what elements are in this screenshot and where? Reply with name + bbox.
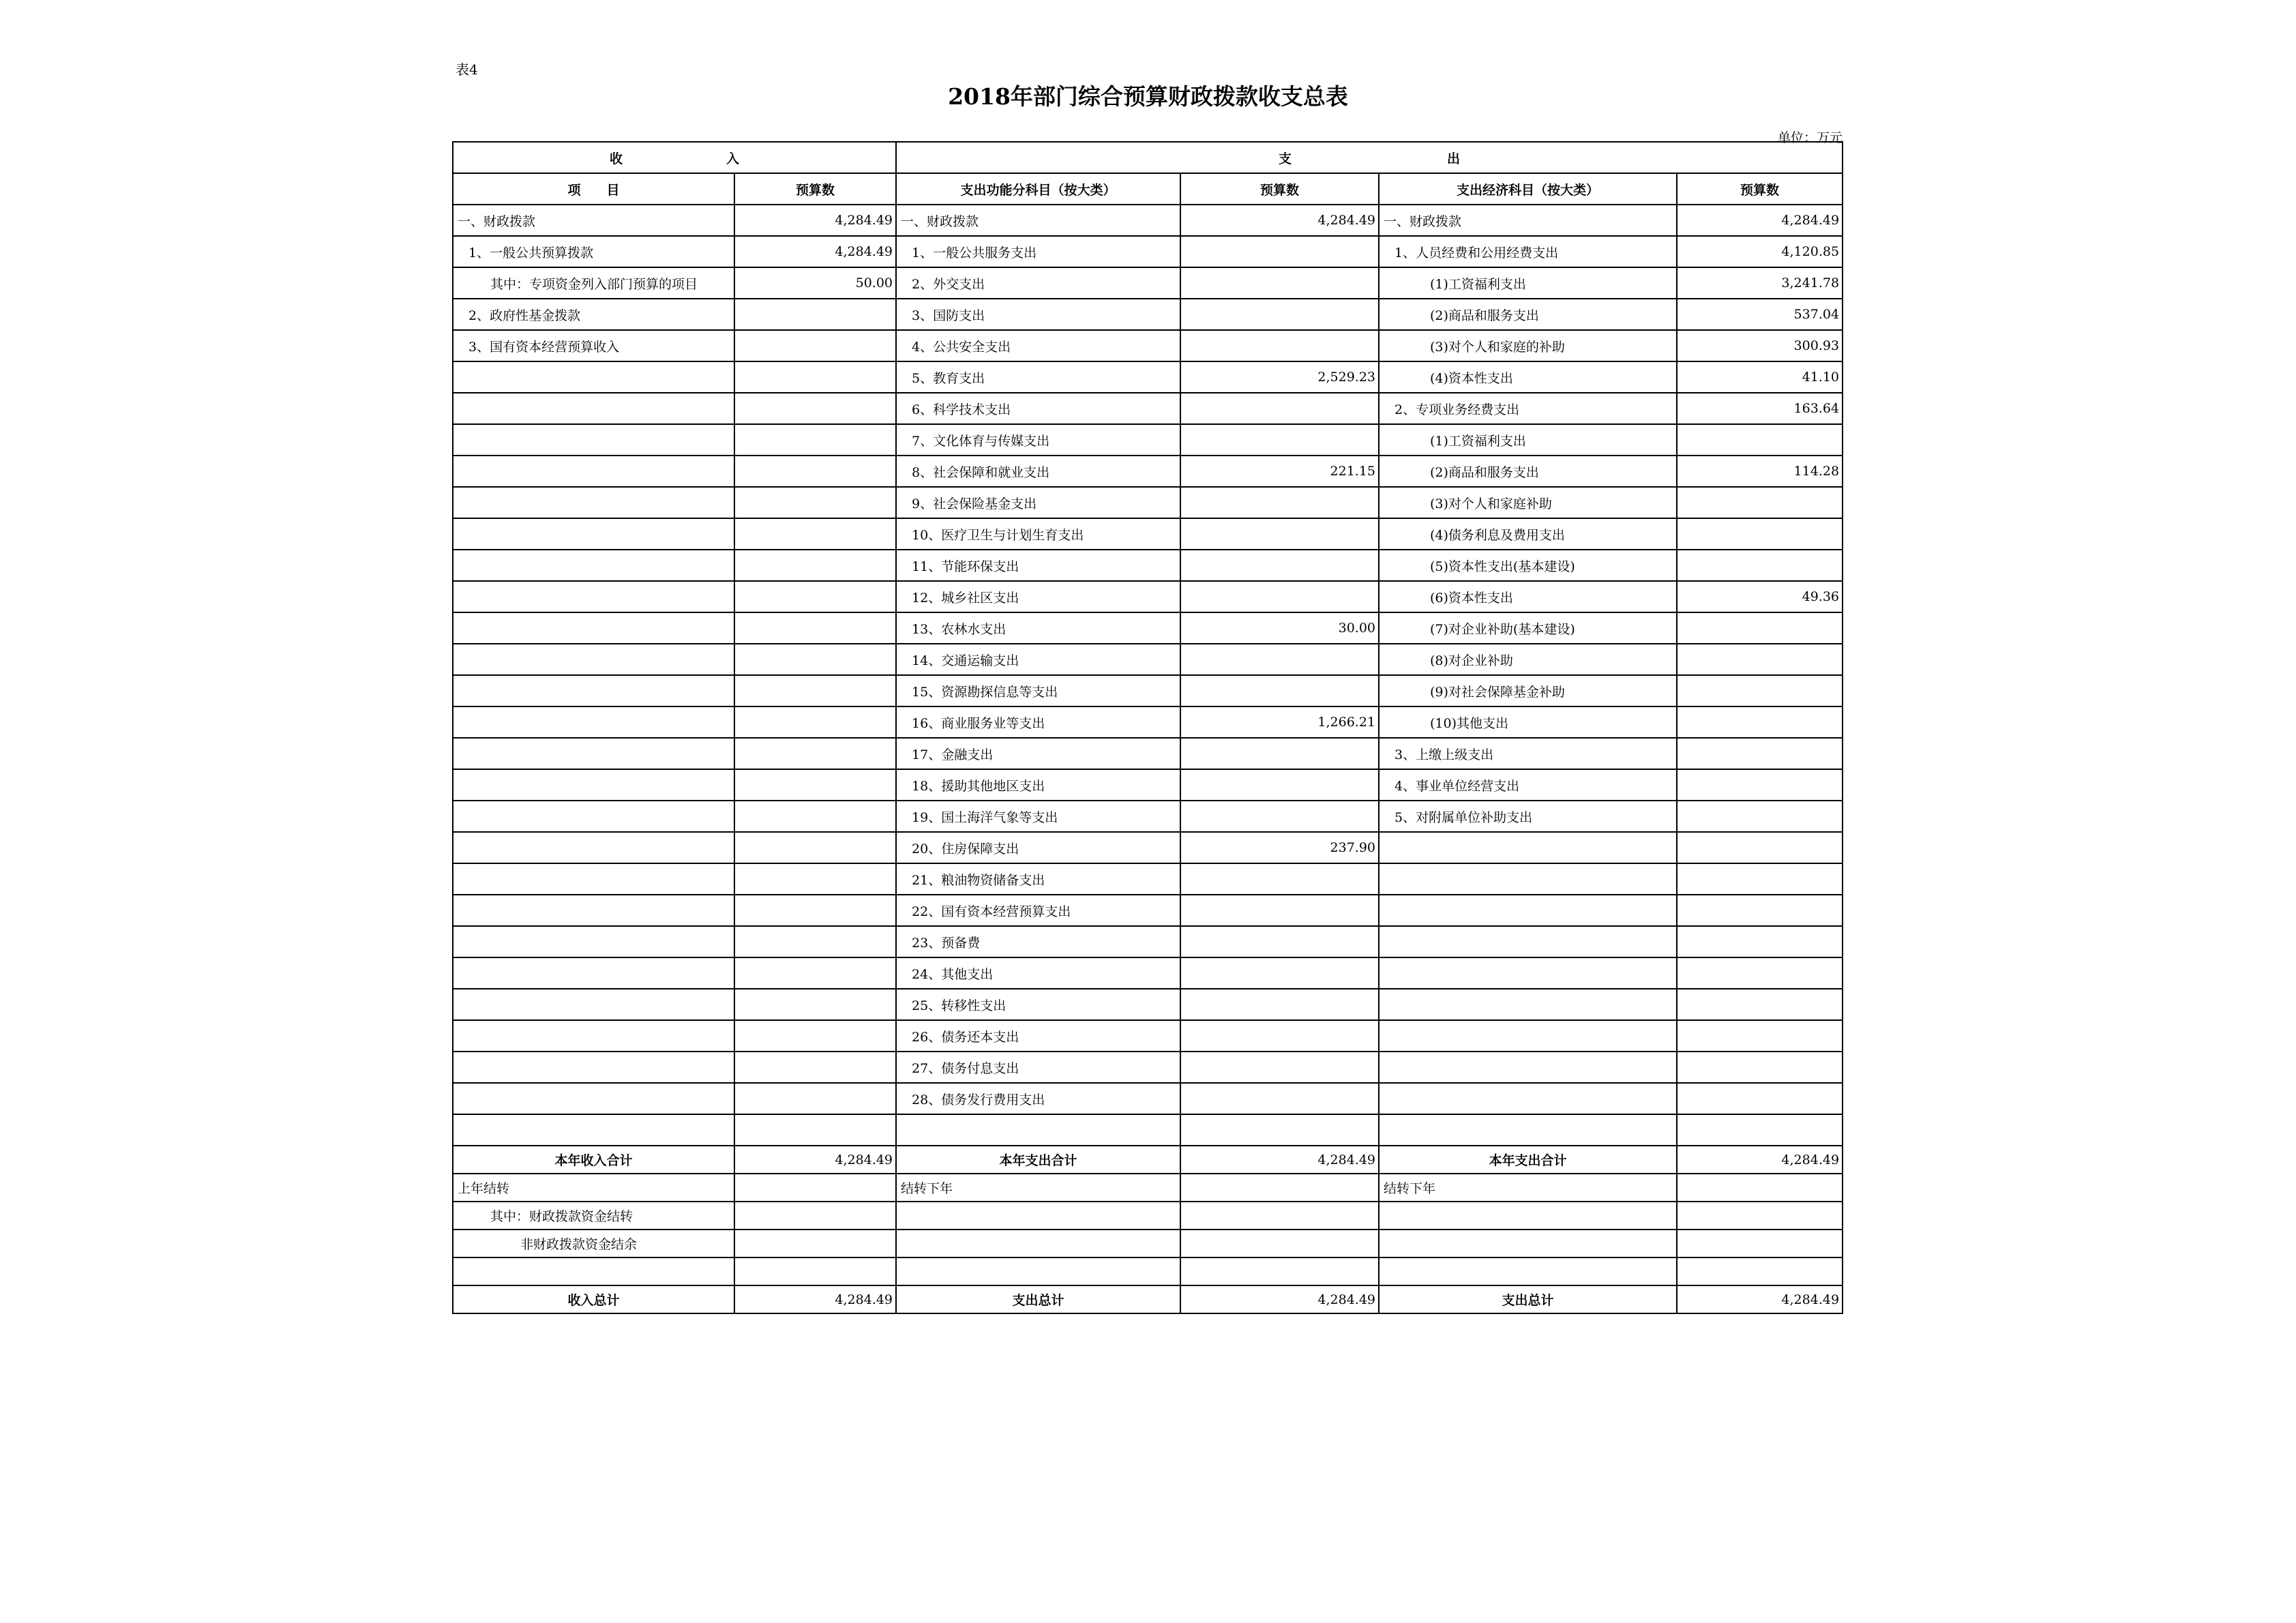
table-row [453,957,1843,989]
func-item-cell: 25、转移性支出 [896,989,1180,1020]
budget-table [452,141,1843,1314]
func-item-cell: 4、公共安全支出 [896,330,1180,361]
income-budget-cell [734,299,896,330]
econ-budget-cell [1677,738,1843,769]
col-header-budget: 预算数 [1677,173,1843,205]
econ-budget-cell: 163.64 [1677,393,1843,424]
func-budget-cell: 237.90 [1180,832,1379,863]
econ-item-cell: (3)对个人和家庭的补助 [1379,330,1677,361]
income-budget-cell [734,738,896,769]
econ-item-cell: (6)资本性支出 [1379,581,1677,612]
table-row [453,989,1843,1020]
income-budget-cell [734,863,896,895]
econ-item-cell [1379,957,1677,989]
income-item-cell [453,1020,734,1052]
income-item-cell [453,581,734,612]
func-item-cell: 8、社会保障和就业支出 [896,456,1180,487]
func-item-cell: 13、农林水支出 [896,612,1180,644]
func-budget-cell [1180,989,1379,1020]
year-total-row-func-value: 4,284.49 [1180,1146,1379,1174]
econ-item-cell: 1、人员经费和公用经费支出 [1379,236,1677,267]
econ-budget-cell: 49.36 [1677,581,1843,612]
func-item-cell: 14、交通运输支出 [896,644,1180,675]
carry-econ-cell [1379,1202,1677,1230]
econ-item-cell [1379,926,1677,957]
income-item-cell [453,1083,734,1114]
income-item-cell [453,456,734,487]
func-item-cell: 15、资源勘探信息等支出 [896,675,1180,706]
col-header-budget: 预算数 [1180,173,1379,205]
func-item-cell: 2、外交支出 [896,267,1180,299]
econ-budget-cell: 3,241.78 [1677,267,1843,299]
carry-econ-value [1677,1174,1843,1202]
func-item-cell: 10、医疗卫生与计划生育支出 [896,518,1180,550]
table-row [453,267,1843,299]
income-item-cell [453,926,734,957]
econ-budget-cell [1677,424,1843,456]
func-budget-cell: 221.15 [1180,456,1379,487]
income-item-cell [453,863,734,895]
econ-item-cell: (9)对社会保障基金补助 [1379,675,1677,706]
income-budget-cell [734,706,896,738]
econ-budget-cell [1677,644,1843,675]
table-row [453,299,1843,330]
income-item-cell [453,832,734,863]
income-item-cell [453,1052,734,1083]
econ-budget-cell: 4,120.85 [1677,236,1843,267]
table-row [453,706,1843,738]
table-row [453,361,1843,393]
table-row [453,1114,1843,1146]
func-budget-cell [1180,1020,1379,1052]
func-item-cell: 20、住房保障支出 [896,832,1180,863]
econ-budget-cell [1677,1114,1843,1146]
income-item-cell [453,895,734,926]
econ-item-cell: (1)工资福利支出 [1379,424,1677,456]
table-row [453,926,1843,957]
income-item-cell [453,550,734,581]
carry-econ-value [1677,1230,1843,1257]
income-budget-cell [734,393,896,424]
func-budget-cell [1180,926,1379,957]
func-budget-cell [1180,424,1379,456]
func-budget-cell [1180,675,1379,706]
func-item-cell: 6、科学技术支出 [896,393,1180,424]
income-budget-cell [734,518,896,550]
income-budget-cell [734,644,896,675]
income-item-cell: 3、国有资本经营预算收入 [453,330,734,361]
func-item-cell: 21、粮油物资储备支出 [896,863,1180,895]
carry-income-value [734,1230,896,1257]
table-row [453,518,1843,550]
econ-budget-cell: 300.93 [1677,330,1843,361]
carry-func-cell: 结转下年 [896,1174,1180,1202]
func-budget-cell [1180,769,1379,801]
econ-budget-cell [1677,612,1843,644]
carry-func-value [1180,1257,1379,1285]
income-budget-cell [734,675,896,706]
func-item-cell: 7、文化体育与传媒支出 [896,424,1180,456]
func-item-cell: 24、其他支出 [896,957,1180,989]
table-row [453,863,1843,895]
table-row [453,550,1843,581]
econ-budget-cell [1677,832,1843,863]
econ-item-cell: 4、事业单位经营支出 [1379,769,1677,801]
carry-income-cell: 上年结转 [453,1174,734,1202]
grand-total-row-econ-label: 支出总计 [1379,1285,1677,1313]
table-row [453,236,1843,267]
func-item-cell: 19、国土海洋气象等支出 [896,801,1180,832]
func-item-cell: 1、一般公共服务支出 [896,236,1180,267]
func-item-cell: 12、城乡社区支出 [896,581,1180,612]
func-budget-cell [1180,644,1379,675]
econ-item-cell [1379,989,1677,1020]
expense-group-header: 支 出 [896,142,1843,173]
func-budget-cell [1180,518,1379,550]
table-row [453,1083,1843,1114]
page-title: 2018年部门综合预算财政拨款收支总表 [948,83,1348,110]
income-budget-cell [734,581,896,612]
table-row [453,612,1843,644]
col-header-econ: 支出经济科目（按大类） [1379,173,1677,205]
econ-item-cell [1379,895,1677,926]
income-item-cell [453,361,734,393]
carry-func-value [1180,1174,1379,1202]
col-header-item: 项 目 [453,173,734,205]
func-budget-cell [1180,267,1379,299]
income-item-cell [453,424,734,456]
econ-budget-cell [1677,487,1843,518]
table-row [453,801,1843,832]
func-budget-cell: 2,529.23 [1180,361,1379,393]
table-row [453,393,1843,424]
table-row [453,487,1843,518]
income-item-cell: 2、政府性基金拨款 [453,299,734,330]
carry-econ-cell [1379,1257,1677,1285]
econ-item-cell: (4)债务利息及费用支出 [1379,518,1677,550]
income-budget-cell [734,361,896,393]
income-budget-cell: 50.00 [734,267,896,299]
func-item-cell: 9、社会保险基金支出 [896,487,1180,518]
func-budget-cell: 1,266.21 [1180,706,1379,738]
income-item-cell [453,801,734,832]
income-item-cell [453,769,734,801]
income-budget-cell [734,769,896,801]
econ-budget-cell [1677,926,1843,957]
income-item-cell: 1、一般公共预算拨款 [453,236,734,267]
income-budget-cell [734,330,896,361]
year-total-row-econ-label: 本年支出合计 [1379,1146,1677,1174]
income-group-header: 收 入 [453,142,896,173]
func-budget-cell: 30.00 [1180,612,1379,644]
income-budget-cell [734,832,896,863]
econ-item-cell [1379,863,1677,895]
income-item-cell [453,518,734,550]
func-budget-cell [1180,330,1379,361]
carry-econ-value [1677,1257,1843,1285]
carry-func-cell [896,1257,1180,1285]
income-budget-cell [734,989,896,1020]
carry-income-cell [453,1257,734,1285]
carry-econ-value [1677,1202,1843,1230]
table-row [453,1052,1843,1083]
func-item-cell: 3、国防支出 [896,299,1180,330]
table-row [453,738,1843,769]
income-item-cell [453,612,734,644]
econ-budget-cell [1677,769,1843,801]
income-budget-cell [734,612,896,644]
table-row [453,205,1843,236]
grand-total-row-income-label: 收入总计 [453,1285,734,1313]
unit-label: 单位：万元 [1777,130,1843,145]
grand-total-row [453,1285,1843,1313]
econ-budget-cell [1677,801,1843,832]
income-item-cell: 其中：专项资金列入部门预算的项目 [453,267,734,299]
econ-item-cell: (5)资本性支出(基本建设) [1379,550,1677,581]
income-budget-cell [734,801,896,832]
income-budget-cell: 4,284.49 [734,205,896,236]
year-total-row-func-label: 本年支出合计 [896,1146,1180,1174]
year-total-row-income-value: 4,284.49 [734,1146,896,1174]
carry-func-cell [896,1230,1180,1257]
func-budget-cell: 4,284.49 [1180,205,1379,236]
grand-total-row-func-label: 支出总计 [896,1285,1180,1313]
carry-row [453,1257,1843,1285]
income-item-cell [453,957,734,989]
econ-item-cell [1379,832,1677,863]
func-budget-cell [1180,550,1379,581]
carry-row [453,1174,1843,1202]
year-total-row [453,1146,1843,1174]
econ-budget-cell [1677,957,1843,989]
carry-row [453,1230,1843,1257]
econ-budget-cell [1677,1052,1843,1083]
carry-func-value [1180,1202,1379,1230]
func-item-cell: 一、财政拨款 [896,205,1180,236]
income-budget-cell [734,926,896,957]
table-code: 表4 [456,61,478,78]
econ-budget-cell [1677,550,1843,581]
econ-item-cell: (10)其他支出 [1379,706,1677,738]
income-budget-cell [734,424,896,456]
year-total-row-income-label: 本年收入合计 [453,1146,734,1174]
econ-budget-cell [1677,706,1843,738]
econ-item-cell: (2)商品和服务支出 [1379,456,1677,487]
carry-econ-cell: 结转下年 [1379,1174,1677,1202]
income-budget-cell [734,1114,896,1146]
carry-income-value [734,1257,896,1285]
func-item-cell: 5、教育支出 [896,361,1180,393]
carry-income-value [734,1174,896,1202]
func-item-cell: 18、援助其他地区支出 [896,769,1180,801]
col-header-budget: 预算数 [734,173,896,205]
income-item-cell [453,393,734,424]
table-row [453,675,1843,706]
econ-budget-cell [1677,989,1843,1020]
income-budget-cell [734,487,896,518]
func-budget-cell [1180,581,1379,612]
func-item-cell: 23、预备费 [896,926,1180,957]
econ-item-cell: 2、专项业务经费支出 [1379,393,1677,424]
econ-item-cell: (1)工资福利支出 [1379,267,1677,299]
econ-budget-cell [1677,1020,1843,1052]
func-item-cell: 11、节能环保支出 [896,550,1180,581]
group-header-row [453,142,1843,173]
func-item-cell: 16、商业服务业等支出 [896,706,1180,738]
econ-item-cell: (3)对个人和家庭补助 [1379,487,1677,518]
income-item-cell [453,989,734,1020]
column-header-row [453,173,1843,205]
table-row [453,456,1843,487]
econ-item-cell: (2)商品和服务支出 [1379,299,1677,330]
econ-budget-cell [1677,675,1843,706]
func-budget-cell [1180,895,1379,926]
carry-row [453,1202,1843,1230]
func-budget-cell [1180,1083,1379,1114]
income-budget-cell: 4,284.49 [734,236,896,267]
econ-budget-cell: 4,284.49 [1677,205,1843,236]
func-budget-cell [1180,1114,1379,1146]
func-item-cell [896,1114,1180,1146]
func-budget-cell [1180,801,1379,832]
econ-item-cell [1379,1114,1677,1146]
func-budget-cell [1180,1052,1379,1083]
income-budget-cell [734,1020,896,1052]
econ-budget-cell [1677,863,1843,895]
table-row [453,832,1843,863]
econ-budget-cell [1677,1083,1843,1114]
income-item-cell [453,675,734,706]
year-total-row-econ-value: 4,284.49 [1677,1146,1843,1174]
table-row [453,895,1843,926]
func-budget-cell [1180,957,1379,989]
col-header-func: 支出功能分科目（按大类） [896,173,1180,205]
carry-econ-cell [1379,1230,1677,1257]
income-item-cell [453,1114,734,1146]
econ-item-cell: (8)对企业补助 [1379,644,1677,675]
carry-func-cell [896,1202,1180,1230]
func-item-cell: 27、债务付息支出 [896,1052,1180,1083]
table-row [453,581,1843,612]
econ-item-cell: 5、对附属单位补助支出 [1379,801,1677,832]
econ-budget-cell [1677,895,1843,926]
econ-item-cell: (4)资本性支出 [1379,361,1677,393]
econ-item-cell: (7)对企业补助(基本建设) [1379,612,1677,644]
func-budget-cell [1180,738,1379,769]
income-item-cell [453,738,734,769]
income-budget-cell [734,1083,896,1114]
carry-income-cell: 其中：财政拨款资金结转 [453,1202,734,1230]
econ-budget-cell [1677,518,1843,550]
func-budget-cell [1180,299,1379,330]
func-item-cell: 17、金融支出 [896,738,1180,769]
econ-item-cell [1379,1020,1677,1052]
econ-budget-cell: 114.28 [1677,456,1843,487]
grand-total-row-econ-value: 4,284.49 [1677,1285,1843,1313]
func-budget-cell [1180,236,1379,267]
grand-total-row-income-value: 4,284.49 [734,1285,896,1313]
func-budget-cell [1180,393,1379,424]
income-item-cell [453,644,734,675]
econ-budget-cell: 537.04 [1677,299,1843,330]
table-row [453,1020,1843,1052]
income-item-cell [453,487,734,518]
func-budget-cell [1180,863,1379,895]
func-item-cell: 28、债务发行费用支出 [896,1083,1180,1114]
econ-item-cell [1379,1052,1677,1083]
econ-item-cell: 一、财政拨款 [1379,205,1677,236]
income-item-cell: 一、财政拨款 [453,205,734,236]
grand-total-row-func-value: 4,284.49 [1180,1285,1379,1313]
func-budget-cell [1180,487,1379,518]
income-budget-cell [734,550,896,581]
table-row [453,424,1843,456]
income-budget-cell [734,456,896,487]
income-budget-cell [734,1052,896,1083]
income-budget-cell [734,957,896,989]
income-item-cell [453,706,734,738]
carry-income-value [734,1202,896,1230]
func-item-cell: 22、国有资本经营预算支出 [896,895,1180,926]
econ-item-cell [1379,1083,1677,1114]
income-budget-cell [734,895,896,926]
econ-item-cell: 3、上缴上级支出 [1379,738,1677,769]
carry-func-value [1180,1230,1379,1257]
econ-budget-cell: 41.10 [1677,361,1843,393]
table-row [453,644,1843,675]
func-item-cell: 26、债务还本支出 [896,1020,1180,1052]
table-row [453,769,1843,801]
carry-income-cell: 非财政拨款资金结余 [453,1230,734,1257]
table-row [453,330,1843,361]
